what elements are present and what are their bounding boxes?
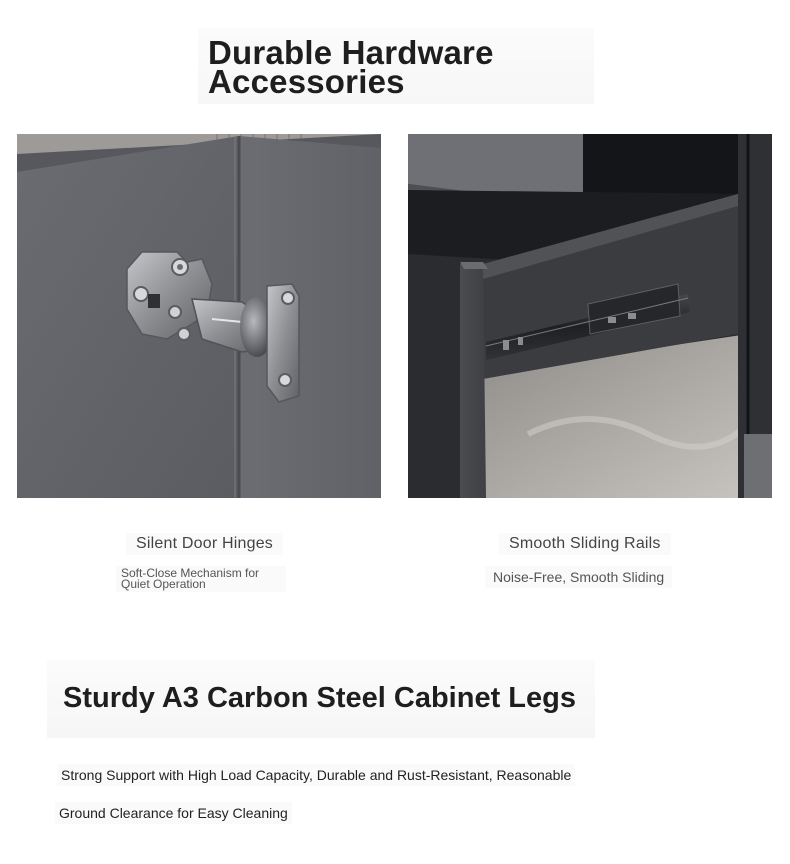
sliding-rail-photo	[408, 134, 772, 498]
hinge-photo	[17, 134, 381, 498]
legs-description-line-2: Ground Clearance for Easy Cleaning	[55, 802, 292, 824]
legs-section-title: Sturdy A3 Carbon Steel Cabinet Legs	[63, 682, 576, 714]
hinge-feature-title: Silent Door Hinges	[126, 533, 283, 555]
page-title: Durable Hardware Accessories	[208, 34, 494, 100]
rail-feature-subtitle: Noise-Free, Smooth Sliding	[485, 566, 672, 588]
hinge-feature-subtitle: Soft-Close Mechanism for Quiet Operation	[116, 566, 286, 592]
rail-feature-title: Smooth Sliding Rails	[499, 533, 671, 555]
legs-description-line-1: Strong Support with High Load Capacity, Durable and Rust-Resistant, Reasonable	[57, 764, 575, 786]
